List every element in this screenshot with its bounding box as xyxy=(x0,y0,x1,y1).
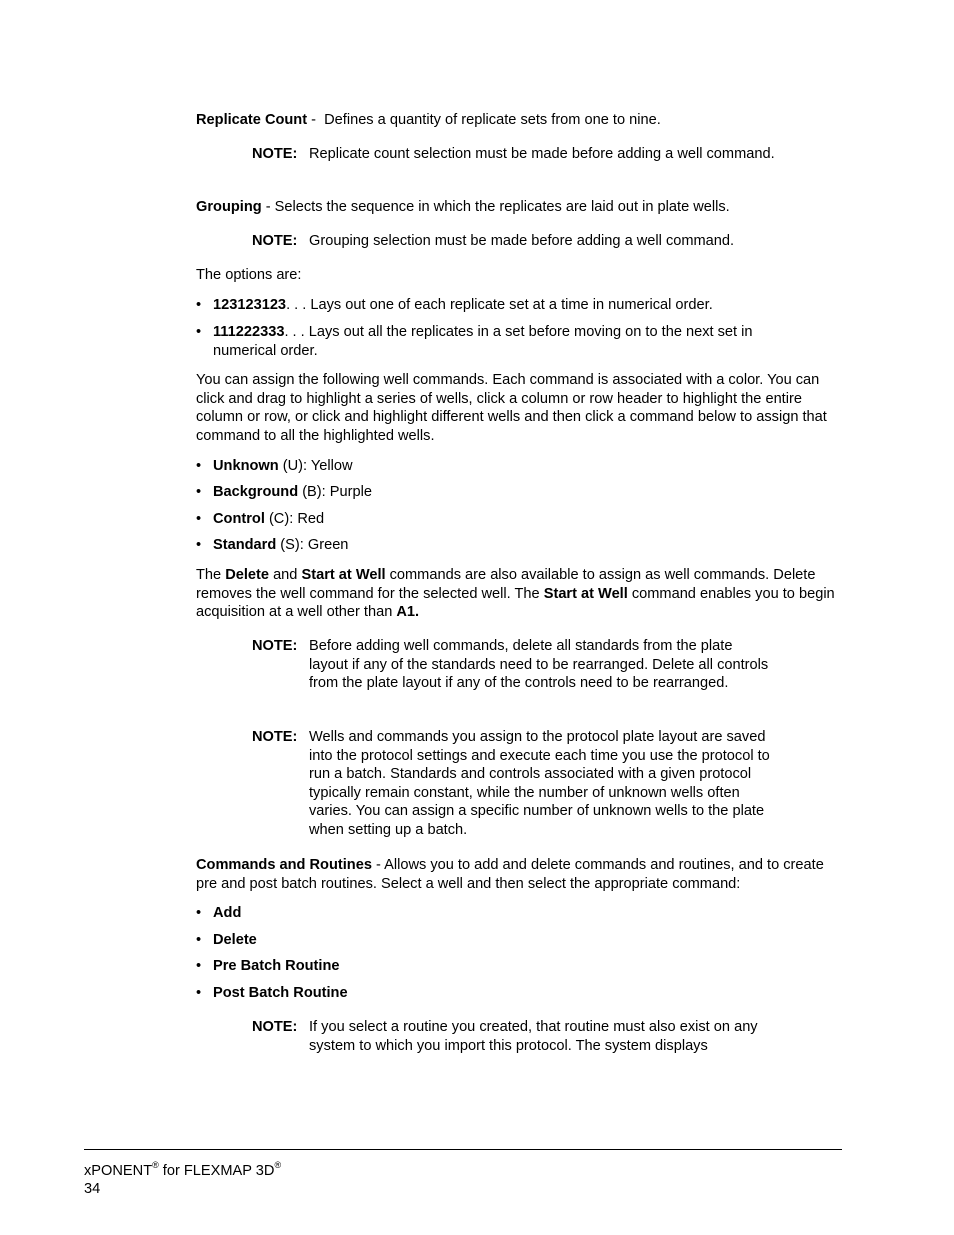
note-label: NOTE: xyxy=(252,729,298,745)
bullet-icon: • xyxy=(196,324,202,340)
note-label: NOTE: xyxy=(252,1019,298,1035)
note-text: Before adding well commands, delete all standards from the plate layout if any of the standards need to be rearranged. Delete all controls from the plate layout if any of the controls need to be rearranged. xyxy=(309,638,769,692)
note-label: NOTE: xyxy=(252,638,298,654)
page-footer xyxy=(84,1162,281,1198)
note-text: Replicate count selection must be made before adding a well command. xyxy=(309,146,775,162)
list-item: • Standard (S): Green xyxy=(196,537,349,553)
footer-product: xPONENT® for FLEXMAP 3D® xyxy=(84,1160,282,1179)
bullet-icon: • xyxy=(196,932,202,948)
bullet-icon: • xyxy=(196,958,202,974)
note-label: NOTE: xyxy=(252,233,298,249)
footer-divider xyxy=(84,1149,842,1150)
replicate-count-term: Replicate Count xyxy=(196,112,308,128)
list-item: • Pre Batch Routine xyxy=(196,958,340,974)
bullet-icon: • xyxy=(196,537,202,553)
commands-routines-term: Commands and Routines xyxy=(196,857,372,873)
list-item: • Delete xyxy=(196,932,257,948)
note-text: Wells and commands you assign to the protocol plate layout are saved into the protocol settings and execute each time you use the protocol to run a batch. Standards and controls associated with a given protocol typically remain constant, while the number of unknown wells often varies. You can assign a specific number of unknown wells to the plate when setting up a batch. xyxy=(309,729,770,838)
note-text: If you select a routine you created, that routine must also exist on any system to which you import this protocol. The system displays xyxy=(309,1019,758,1054)
options-intro: The options are: xyxy=(196,267,302,283)
bullet-icon: • xyxy=(196,458,202,474)
grouping-term: Grouping xyxy=(196,199,262,215)
commands-routines-paragraph: Commands and Routines - Allows you to add and delete commands and routines, and to create pre and post batch routines. Select a well and then select the appropriate command: xyxy=(196,857,824,892)
note-label: NOTE: xyxy=(252,146,298,162)
grouping-paragraph xyxy=(196,198,846,217)
list-item: • Background (B): Purple xyxy=(196,484,372,500)
bullet-icon: • xyxy=(196,905,202,921)
grouping-description: - Selects the sequence in which the replicates are laid out in plate wells. xyxy=(261,199,730,215)
list-item: • Control (C): Red xyxy=(196,511,325,527)
delete-start-paragraph: The Delete and Start at Well commands are also available to assign as well commands. Delete removes the well command for the selected well. The Start at Well command enables you to begin acquisition at a well other than A1. xyxy=(196,567,835,621)
replicate-count-paragraph: Replicate Count - Defines a quantity of replicate sets from one to nine. xyxy=(196,112,661,128)
list-item: • 123123123. . . Lays out one of each replicate set at a time in numerical order. xyxy=(196,297,713,313)
bullet-icon: • xyxy=(196,985,202,1001)
page-number: 34 xyxy=(84,1181,101,1197)
bullet-icon: • xyxy=(196,511,202,527)
bullet-icon: • xyxy=(196,297,202,313)
replicate-count-description: Defines a quantity of replicate sets from one to nine. xyxy=(324,112,661,128)
list-item: • Add xyxy=(196,905,242,921)
assign-commands-paragraph: You can assign the following well commands. Each command is associated with a color. You can click and drag to highlight a series of wells, click a column or row header to highlight the entire column or row, or click and highlight different wells and then click a command below to assign that command to all the highlighted wells. xyxy=(196,372,827,444)
list-item: • Unknown (U): Yellow xyxy=(196,458,353,474)
note-text: Grouping selection must be made before adding a well command. xyxy=(309,233,735,249)
bullet-icon: • xyxy=(196,484,202,500)
list-item: • 111222333. . . Lays out all the replicates in a set before moving on to the next set in numerical order. xyxy=(196,324,753,359)
list-item: • Post Batch Routine xyxy=(196,985,348,1001)
